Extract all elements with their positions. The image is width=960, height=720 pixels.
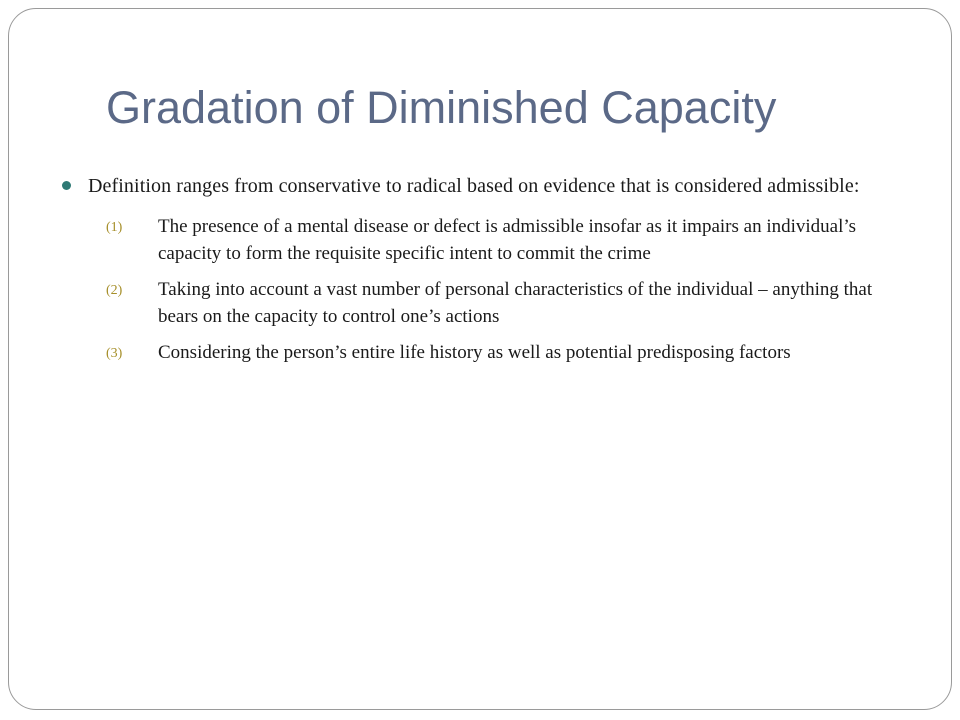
list-item [106,276,880,330]
list-item-number: (3) [106,346,123,361]
slide-content [60,172,880,375]
list-item-text: Taking into account a vast number of personal characteristics of the individual – anything that bears on the capacity to control one’s actions [158,279,873,327]
main-bullet-text: Definition ranges from conservative to radical based on evidence that is considered admissible: [88,175,860,197]
list-item-text: Considering the person’s entire life history as well as potential predisposing factors [158,342,791,363]
sub-list [60,213,880,366]
main-bullet [60,172,880,201]
list-item-number: (2) [106,283,123,298]
list-item-text: The presence of a mental disease or defect is admissible insofar as it impairs an individual’s capacity to form the requisite specific intent to commit the crime [158,216,857,264]
list-item [106,213,880,267]
bullet-dot-icon [62,181,71,190]
list-item [106,339,880,366]
slide-title: Gradation of Diminished Capacity [106,82,777,133]
list-item-number: (1) [106,220,123,235]
